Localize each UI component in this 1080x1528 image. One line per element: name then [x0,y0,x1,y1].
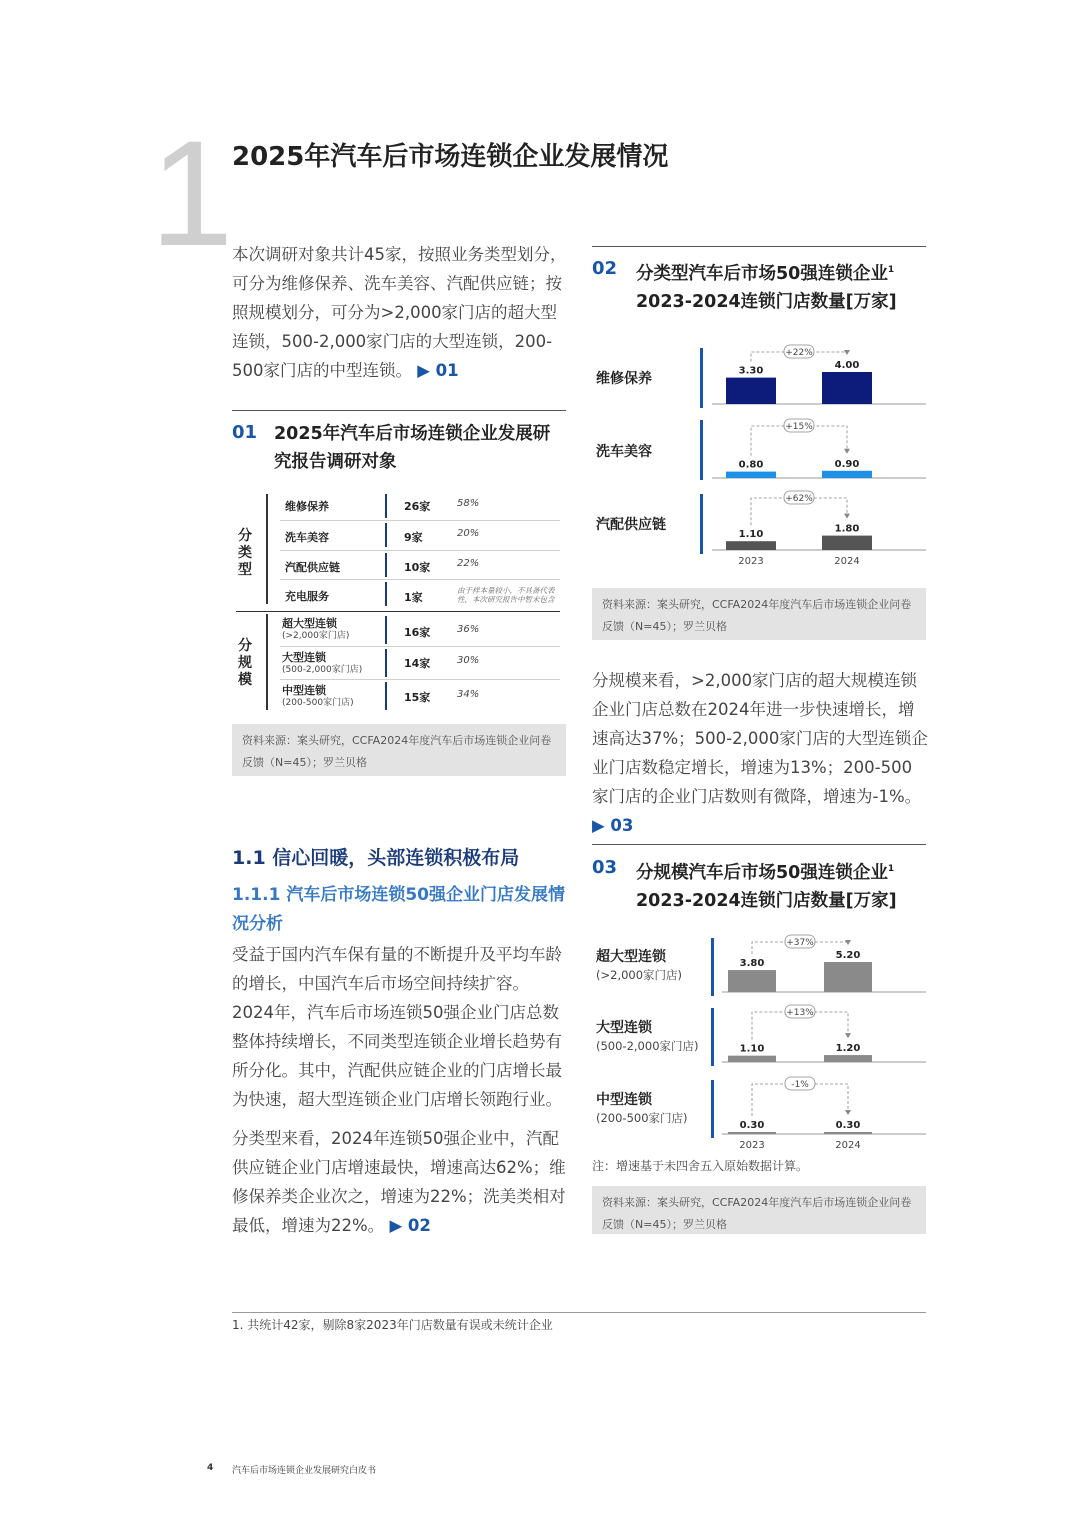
chart-bar [726,378,776,404]
chart-row-accent [700,494,703,554]
chart-bar [728,1132,776,1134]
figure-02-title-line1: 分类型汽车后市场50强连锁企业 [636,263,888,284]
chart-value-label: 3.30 [738,365,764,377]
chart-row-accent [711,1080,714,1138]
chart-value-label: 5.20 [835,950,861,961]
table-row-count: 26家 [404,500,431,513]
count-separator [385,553,387,577]
footnote-rule [232,1312,926,1313]
figure-03-title-line2: 2023-2024连锁门店数量[万家] [636,890,897,911]
figure-02-title [636,256,926,316]
chart-bar [822,372,872,404]
chart-bar [728,970,776,992]
chart-bar [726,541,776,550]
chart-category-name: 中型连锁 [596,1092,652,1108]
section-number: 1 [150,109,234,277]
section-1-1-1-heading: 1.1.1 汽车后市场连锁50强企业门店发展情况分析 [232,885,565,934]
chart-row-accent [711,1008,714,1066]
growth-label: +15% [785,422,813,432]
table-row-name: 汽配供应链 [285,561,340,574]
row-label: 中型连锁 [282,684,326,697]
figure-03-rule [592,844,926,845]
table-row-pct: 34% [457,689,480,700]
chart-value-label: 0.30 [739,1120,765,1131]
table-row-count: 15家 [404,691,431,704]
chart-bar [822,536,872,550]
growth-label: +22% [785,348,813,358]
chart-value-label: 0.80 [738,459,764,471]
table-row-pct: 36% [457,624,480,635]
row-divider [280,646,560,647]
figure-03-source: 资料来源：案头研究，CCFA2024年度汽车后市场连锁企业问卷反馈（N=45）；罗兰贝格 [592,1186,926,1234]
chart-category-sub: (500-2,000家门店) [596,1039,699,1053]
section-1-1-1-paragraph-2 [232,1124,568,1240]
table-row-name: 洗车美容 [285,531,329,544]
chart-value-label: 4.00 [834,360,860,371]
chart-category-sub: (>2,000家门店) [596,968,683,982]
intro-paragraph [232,240,568,385]
figure-01-source: 资料来源：案头研究，CCFA2024年度汽车后市场连锁企业问卷反馈（N=45）；罗兰贝格 [232,724,566,776]
chart-bar [822,471,872,478]
row-sublabel: (>2,000家门店) [282,631,350,641]
figure-03-title-line1: 分规模汽车后市场50强连锁企业 [636,862,888,883]
table-row-pct: 30% [457,655,480,666]
chart-x-tick-label: 2023 [739,1140,765,1151]
chart-category-name: 超大型连锁 [596,949,666,965]
figure-02-number: 02 [592,258,618,279]
figure-03-note: 注：增速基于未四舍五入原始数据计算。 [592,1159,809,1173]
figure-02-title-line2: 2023-2024连锁门店数量[万家] [636,291,897,312]
group-label-scale: 分规模 [238,638,252,688]
chart-x-tick-label: 2024 [834,556,860,567]
count-separator [385,682,387,710]
chart-x-tick-label: 2023 [738,556,764,567]
scale-analysis-text: 分规模来看，>2,000家门店的超大规模连锁企业门店总数在2024年进一步快速增长，增速高达37%；500-2,000家门店的大型连锁企业门店数稳定增长，增速为13%；200-500家门店的企业门店数则有微降，增速为-1%。 [592,671,928,806]
footnote: 1. 共统计42家，剔除8家2023年门店数量有误或未统计企业 [232,1318,553,1332]
intro-text: 本次调研对象共计45家，按照业务类型划分，可分为维修保养、洗车美容、汽配供应链；按照规模划分，可分为>2,000家门店的超大型连锁，500-2,000家门店的大型连锁，200-500家门店的中型连锁。 [232,245,567,380]
row-label: 超大型连锁 [282,617,337,630]
chart-category-label: 维修保养 [596,371,652,387]
group-label-type: 分类型 [238,528,252,578]
growth-arrow [844,449,850,454]
table-row-name [282,684,354,710]
figure-02-bars [712,340,926,565]
count-separator [385,582,387,606]
figure-01-table [232,490,566,715]
chart-bar [824,962,872,992]
figure-01-rule [232,410,566,411]
page-number: 4 [207,1463,214,1473]
row-divider [280,550,560,551]
row-label: 大型连锁 [282,651,326,664]
chart-value-label: 0.30 [835,1120,861,1131]
count-separator [385,616,387,644]
chart-value-label: 1.20 [835,1043,861,1055]
table-row-count: 16家 [404,626,431,639]
row-divider [280,679,560,680]
figure-03-link[interactable]: ▶ 03 [592,816,634,835]
chart-bar [728,1056,776,1062]
table-row-note: 由于样本量较小，不具备代表性，本次研究报告中暂未包含 [457,586,555,604]
growth-label: +62% [785,494,813,504]
chart-x-tick-label: 2024 [835,1140,861,1151]
table-row-count: 9家 [404,531,423,544]
chart-value-label: 1.10 [738,529,764,541]
row-sublabel: (200-500家门店) [282,698,354,708]
figure-01-link[interactable]: ▶ 01 [417,361,459,380]
table-row-count: 1家 [404,591,423,604]
growth-arrow [845,940,851,945]
paragraph-2-text: 分类型来看，2024年连锁50强企业中，汽配供应链企业门店增速最快，增速高达62%；维修保养类企业次之，增速为22%；洗美类相对最低，增速为22%。 [232,1129,566,1235]
chart-category-label: 汽配供应链 [596,517,666,533]
figure-02-title-sup: 1 [887,265,895,275]
growth-arrow [844,514,850,519]
chart-row-accent [700,420,703,480]
chart-category-sub: (200-500家门店) [596,1111,688,1125]
table-row-pct: 20% [457,528,480,539]
growth-arrow [845,1033,851,1038]
table-row-pct: 58% [457,498,480,509]
chart-bar [824,1132,872,1134]
figure-01-title: 2025年汽车后市场连锁企业发展研究报告调研对象 [274,424,551,472]
chart-value-label: 1.10 [739,1043,765,1055]
figure-02-rule [592,246,926,247]
table-row-count: 10家 [404,561,431,574]
row-divider [280,579,560,580]
table-row-count: 14家 [404,657,431,670]
growth-arrow [845,1110,851,1115]
chart-category-label [596,1019,699,1055]
growth-arrow [844,350,850,355]
footer-title: 汽车后市场连锁企业发展研究白皮书 [232,1466,377,1476]
row-divider [280,520,560,521]
section-title: 2025年汽车后市场连锁企业发展情况 [232,142,669,172]
table-row-pct: 22% [457,558,480,569]
chart-category-name: 大型连锁 [596,1020,652,1036]
chart-bar [824,1055,872,1062]
figure-01-number: 01 [232,422,258,443]
group-divider [236,611,560,612]
chart-row-accent [711,938,714,996]
chart-row-accent [700,348,703,408]
figure-03-bars [722,930,926,1151]
figure-03-title [636,855,926,915]
figure-02-chart [592,340,926,565]
figure-03-chart [592,930,926,1151]
figure-03-title-sup: 1 [887,864,895,874]
figure-02-link[interactable]: ▶ 02 [389,1216,431,1235]
figure-02-source: 资料来源：案头研究，CCFA2024年度汽车后市场连锁企业问卷反馈（N=45）；罗兰贝格 [592,588,926,640]
chart-category-label [596,948,682,984]
table-row-name: 充电服务 [285,590,329,603]
table-row-name: 维修保养 [285,500,329,513]
group-type-line [266,494,268,604]
chart-category-label: 洗车美容 [596,444,652,460]
section-1-1-1-paragraph-1: 受益于国内汽车保有量的不断提升及平均车龄的增长，中国汽车后市场空间持续扩容。2024年，汽车后市场连锁50强企业门店总数整体持续增长，不同类型连锁企业增长趋势有所分化。其中，汽配供应链企业的门店增长最为快速，超大型连锁企业门店增长领跑行业。 [232,945,562,1109]
chart-value-label: 3.80 [739,958,765,970]
count-separator [385,494,387,518]
scale-analysis-paragraph [592,666,928,840]
group-scale-line [266,614,268,710]
chart-value-label: 0.90 [834,458,860,470]
growth-label: +13% [786,1008,814,1018]
growth-label: -1% [791,1080,809,1090]
chart-value-label: 1.80 [834,523,860,535]
table-row-name [282,651,362,677]
growth-label: +37% [786,938,814,948]
count-separator [385,523,387,547]
count-separator [385,649,387,677]
section-1-1-heading: 1.1 信心回暖，头部连锁积极布局 [232,847,520,869]
table-row-name [282,617,349,643]
chart-category-label [596,1091,688,1127]
figure-03-number: 03 [592,857,618,878]
chart-bar [726,472,776,478]
row-sublabel: (500-2,000家门店) [282,665,363,675]
